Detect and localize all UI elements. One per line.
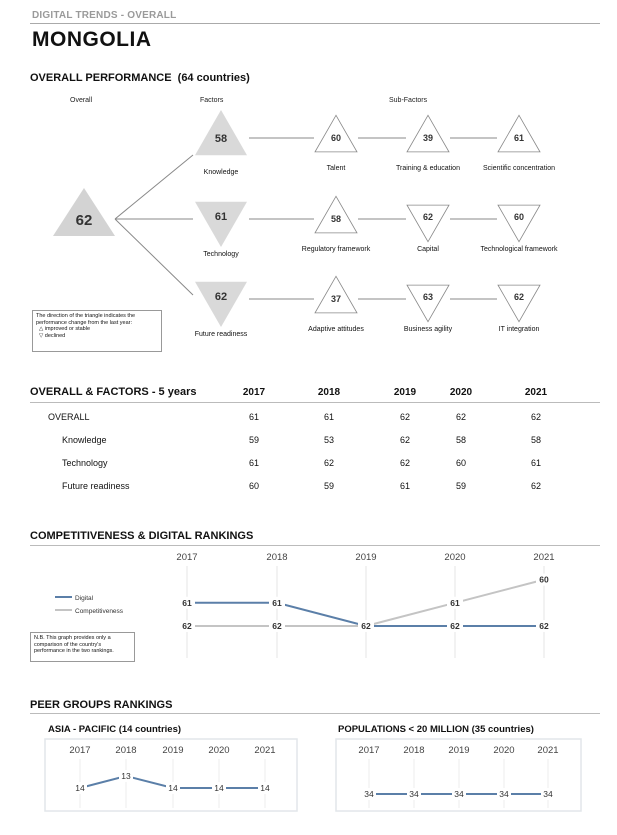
peer-year-label: 2020 <box>208 745 230 756</box>
table-cell: 59 <box>323 481 334 491</box>
factor-triangle <box>195 202 247 247</box>
asia-plot <box>69 745 275 808</box>
table-cell: 61 <box>323 412 334 422</box>
rankings-note <box>30 632 135 662</box>
rankings-title: COMPETITIVENESS & DIGITAL RANKINGS <box>30 530 254 542</box>
note-line: comparison of the country's <box>34 641 102 648</box>
pop-title: POPULATIONS < 20 MILLION (35 countries) <box>338 724 534 735</box>
peer-year-label: 2018 <box>403 745 425 756</box>
rank-year-label: 2017 <box>176 552 198 563</box>
table-row-label: Technology <box>62 458 108 468</box>
subfactor-label: Business agility <box>403 326 453 333</box>
factor-rank: 58 <box>214 133 228 145</box>
peer-year-label: 2020 <box>493 745 515 756</box>
table-cell: 62 <box>530 412 541 422</box>
note-line: N.B. This graph provides only a <box>34 635 111 641</box>
subfactor-label: Technological framework <box>480 246 558 253</box>
table-cell: 62 <box>399 435 410 445</box>
subfactor-triangle <box>498 205 540 242</box>
peer-point-label: 34 <box>543 789 553 799</box>
subfactor-label: Regulatory framework <box>301 246 371 253</box>
col-overall-label: Overall <box>70 97 93 104</box>
table-cell: 62 <box>530 481 541 491</box>
table-cell: 61 <box>399 481 410 491</box>
rank-year-label: 2020 <box>444 552 466 563</box>
subfactor-rank: 62 <box>422 212 434 222</box>
peer-point-label: 34 <box>499 789 509 799</box>
peer-point-label: 14 <box>260 783 270 793</box>
table-cell: 61 <box>530 458 541 468</box>
peer-year-label: 2019 <box>162 745 184 756</box>
table-cell: 62 <box>399 458 410 468</box>
peer-point-label: 13 <box>121 771 131 781</box>
table-year-header: 2019 <box>393 387 417 398</box>
peer-point-label: 34 <box>409 789 419 799</box>
five-years-divider <box>30 402 600 403</box>
peer-point-label: 34 <box>454 789 464 799</box>
peer-charts <box>0 736 617 835</box>
report-subtitle: DIGITAL TRENDS - OVERALL <box>32 10 177 21</box>
table-year-header: 2020 <box>449 387 473 398</box>
peer-year-label: 2019 <box>448 745 470 756</box>
table-cell: 58 <box>455 435 466 445</box>
digital-point-label: 62 <box>450 621 460 631</box>
subfactor-label: IT integration <box>498 326 540 333</box>
subfactor-triangle <box>407 205 449 242</box>
rankings-plot <box>176 552 554 658</box>
peer-year-label: 2017 <box>358 745 380 756</box>
subfactor-rank: 62 <box>513 292 525 302</box>
table-row-label: Future readiness <box>62 481 130 491</box>
rank-year-label: 2019 <box>355 552 377 563</box>
legend-line: The direction of the triangle indicates the <box>36 313 136 319</box>
subfactor-rank: 61 <box>513 133 525 143</box>
rankings-divider <box>30 545 600 546</box>
factor-rank: 62 <box>214 291 228 303</box>
subfactor-label: Adaptive attitudes <box>308 326 364 333</box>
table-cell: 53 <box>323 435 334 445</box>
subfactor-rank: 58 <box>330 214 342 224</box>
country-title: MONGOLIA <box>32 28 152 51</box>
digital-point-label: 61 <box>182 597 192 608</box>
peer-year-label: 2018 <box>115 745 137 756</box>
table-cell: 62 <box>323 458 334 468</box>
table-cell: 59 <box>248 435 259 445</box>
legend-line: performance change from the last year: <box>36 319 132 326</box>
peer-divider <box>30 713 600 714</box>
table-cell: 58 <box>530 435 541 445</box>
legend-competitiveness-label: Competitiveness <box>75 608 124 615</box>
subfactor-triangle <box>407 285 449 322</box>
rank-year-label: 2021 <box>533 552 555 563</box>
peer-title: PEER GROUPS RANKINGS <box>30 699 173 711</box>
subfactor-rank: 60 <box>330 133 342 143</box>
table-cell: 59 <box>455 481 466 491</box>
factor-label: Technology <box>203 251 239 258</box>
subfactor-label: Training & education <box>396 165 460 172</box>
connector-line <box>115 155 193 219</box>
table-row-label: OVERALL <box>48 412 90 422</box>
note-line: performance in the two rankings. <box>34 648 114 654</box>
subfactor-rank: 60 <box>513 212 525 222</box>
table-row-label: Knowledge <box>62 435 107 445</box>
col-subfactors-label: Sub-Factors <box>389 97 428 104</box>
peer-point-label: 14 <box>168 783 178 793</box>
peer-year-label: 2017 <box>69 745 91 756</box>
competitiveness-point-label: 62 <box>182 621 192 631</box>
peer-point-label: 14 <box>214 783 224 793</box>
table-cell: 60 <box>455 458 466 468</box>
table-year-header: 2017 <box>242 387 266 398</box>
five-years-title: OVERALL & FACTORS - 5 years <box>30 386 197 398</box>
overall-performance-title: OVERALL PERFORMANCE <box>30 72 172 84</box>
competitiveness-point-label: 61 <box>450 597 460 608</box>
table-year-header: 2021 <box>524 387 548 398</box>
digital-point-label: 62 <box>539 621 549 631</box>
factor-triangle <box>195 282 247 327</box>
legend-line: △ improved or stable <box>39 326 91 332</box>
legend-digital-label: Digital <box>75 595 94 602</box>
factor-label: Future readiness <box>194 331 248 338</box>
subfactor-rank: 37 <box>330 294 342 304</box>
digital-point-label: 61 <box>272 597 282 608</box>
subfactor-rank: 39 <box>422 133 434 143</box>
competitiveness-point-label: 60 <box>539 574 549 585</box>
subfactor-label: Talent <box>326 165 346 172</box>
overall-performance-count: (64 countries) <box>177 72 250 84</box>
overall-rank: 62 <box>75 212 93 229</box>
peer-point-label: 14 <box>75 783 85 793</box>
factor-rank: 61 <box>214 211 228 223</box>
subfactor-label: Scientific concentration <box>483 165 555 172</box>
subfactor-rank: 63 <box>422 292 434 302</box>
table-cell: 62 <box>455 412 466 422</box>
table-cell: 61 <box>248 412 259 422</box>
triangle-legend <box>32 310 162 352</box>
table-cell: 60 <box>248 481 259 491</box>
table-cell: 61 <box>248 458 259 468</box>
col-factors-label: Factors <box>200 97 224 104</box>
peer-year-label: 2021 <box>537 745 559 756</box>
table-year-header: 2018 <box>317 387 341 398</box>
subfactor-triangle <box>498 285 540 322</box>
rank-year-label: 2018 <box>266 552 288 563</box>
performance-tree <box>0 0 617 360</box>
legend-line: ▽ declined <box>39 332 66 339</box>
peer-point-label: 34 <box>364 789 374 799</box>
peer-year-label: 2021 <box>254 745 276 756</box>
subfactor-label: Capital <box>417 246 439 253</box>
factor-label: Knowledge <box>203 169 239 176</box>
competitiveness-point-label: 62 <box>272 621 282 631</box>
digital-point-label: 62 <box>361 621 371 631</box>
pop-plot <box>358 745 558 808</box>
asia-title: ASIA - PACIFIC (14 countries) <box>48 724 182 735</box>
table-cell: 62 <box>399 412 410 422</box>
